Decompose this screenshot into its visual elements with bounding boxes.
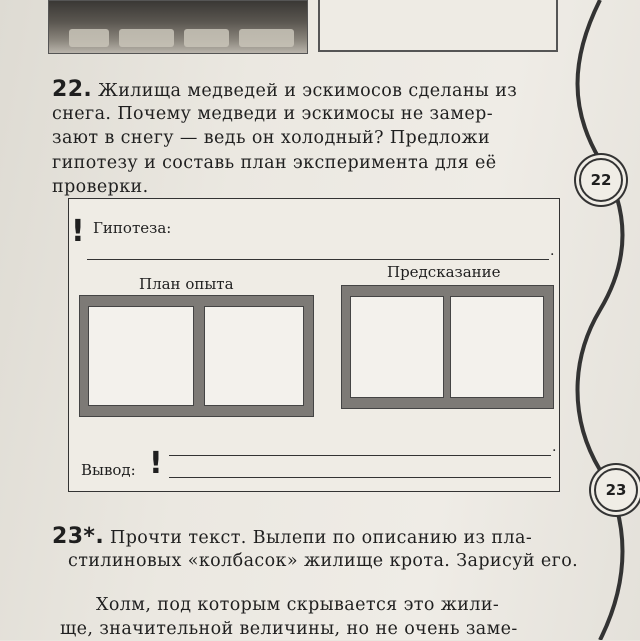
page-margin-wave (560, 0, 640, 640)
conclusion-answer-line[interactable] (169, 477, 551, 478)
task-22-line-4: гипотезу и составь план эксперимента для её (52, 153, 497, 173)
hypothesis-label: Гипотеза: (93, 219, 172, 237)
hypothesis-worksheet: ! Гипотеза: . План опыта Предсказание Вывод: ! . (68, 198, 560, 492)
prediction-panel (341, 285, 554, 409)
task-22-line-2: снега. Почему медведи и эскимосы не замер- (52, 104, 494, 124)
conclusion-answer-line-upper[interactable] (169, 455, 551, 456)
task-23-line-1: 23*. Прочти текст. Вылепи по описанию из пла- (52, 524, 533, 549)
task-23-line-2: стилиновых «колбасок» жилище крота. Зарисуй его. (68, 551, 579, 571)
task-22-line-3: зают в снегу — ведь он холодный? Предложи (52, 128, 491, 148)
task-23-text-line-2: ще, значительной величины, но не очень заме- (60, 619, 518, 639)
task-22-number: 22. (52, 77, 93, 102)
hypothesis-answer-line[interactable] (87, 259, 549, 260)
plan-cell-1[interactable] (88, 306, 194, 406)
prediction-label: Предсказание (387, 263, 501, 281)
photo-illustration (48, 0, 308, 54)
plan-cell-2[interactable] (204, 306, 304, 406)
task-22-line-5: проверки. (52, 177, 149, 197)
prediction-cell-1[interactable] (350, 296, 444, 398)
task-23-badge: 23 (594, 468, 638, 512)
prediction-cell-2[interactable] (450, 296, 544, 398)
task-22-line-1: 22. Жилища медведей и эскимосов сделаны из (52, 77, 518, 102)
plan-panel (79, 295, 314, 417)
exclamation-icon: ! (71, 214, 85, 249)
task-23-text-line-1: Холм, под которым скрывается это жили- (96, 595, 500, 615)
conclusion-label: Вывод: (81, 461, 136, 479)
task-22-badge: 22 (579, 158, 623, 202)
plan-label: План опыта (139, 275, 234, 293)
exclamation-icon: ! (149, 446, 163, 481)
task-23-number: 23*. (52, 524, 105, 549)
empty-drawing-frame (318, 0, 558, 52)
